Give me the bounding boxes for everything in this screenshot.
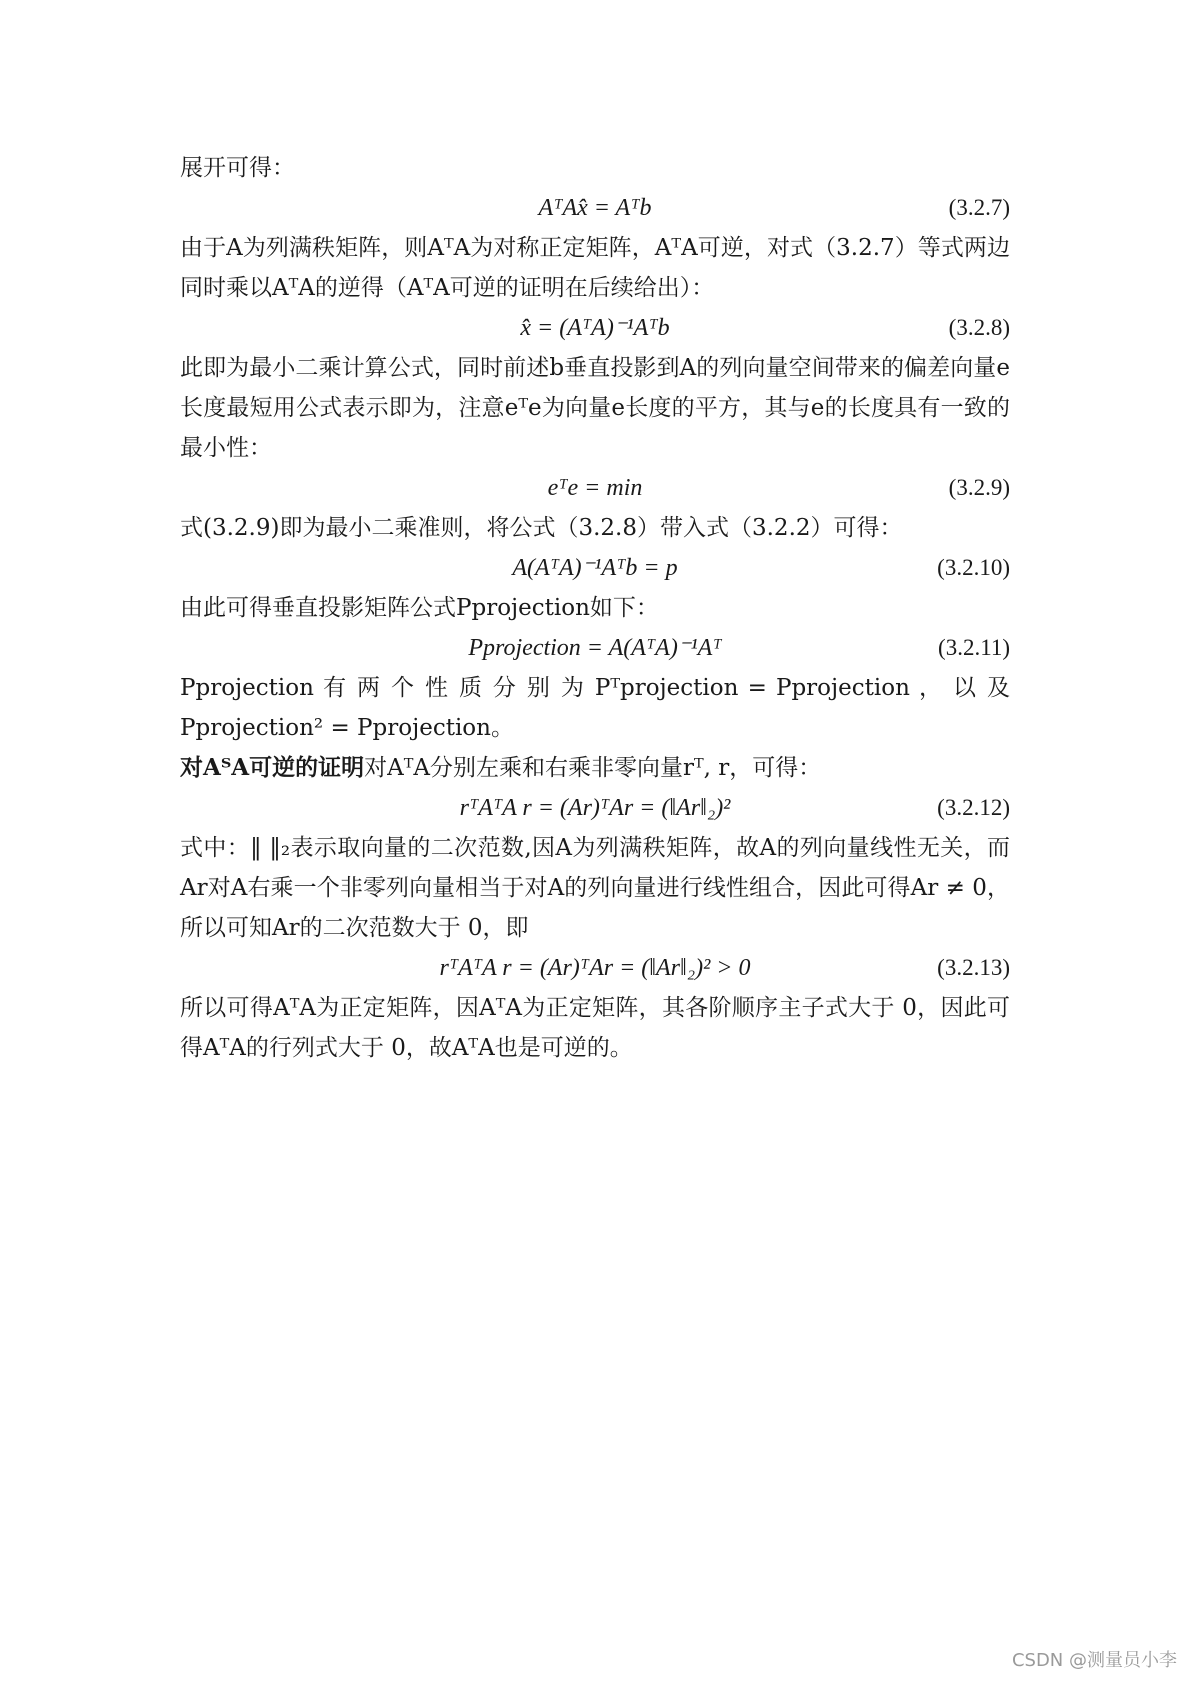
paragraph: 式中：‖ ‖₂表示取向量的二次范数,因A为列满秩矩阵，故A的列向量线性无关，而Ar对A右乘一个非零列向量相当于对A的列向量进行线性组合，因此可得Ar ≠ 0，所以可知Ar的二次范数大于 0，即	[180, 835, 1010, 941]
paragraph: 式(3.2.9)即为最小二乘准则，将公式（3.2.8）带入式（3.2.2）可得：	[180, 515, 903, 541]
equation-3-2-8	[180, 308, 1010, 348]
equation-3-2-13	[180, 948, 1010, 988]
equation-number: (3.2.9)	[948, 475, 1010, 500]
equation-number: (3.2.10)	[937, 555, 1010, 580]
equation-number: (3.2.13)	[937, 955, 1010, 980]
equation-expression: rᵀAᵀA r = (Ar)ᵀAr = (‖Ar‖₂)²	[459, 795, 731, 821]
paragraph: 由于A为列满秩矩阵，则AᵀA为对称正定矩阵，AᵀA可逆，对式（3.2.7）等式两边同时乘以AᵀA的逆得（AᵀA可逆的证明在后续给出）：	[180, 235, 1010, 301]
equation-3-2-11	[180, 628, 1010, 668]
proof-paragraph	[180, 748, 1010, 788]
proof-heading: 对AᵀA可逆的证明	[180, 754, 365, 781]
equation-expression: eᵀe = min	[547, 475, 643, 501]
equation-expression: Pprojection = A(AᵀA)⁻¹Aᵀ	[468, 635, 722, 661]
watermark: CSDN @测量员小李	[1011, 1650, 1177, 1671]
paragraph: 所以可得AᵀA为正定矩阵，因AᵀA为正定矩阵，其各阶顺序主子式大于 0，因此可得AᵀA的行列式大于 0，故AᵀA也是可逆的。	[180, 995, 1010, 1061]
paragraph: 展开可得：	[180, 155, 295, 181]
equation-number: (3.2.7)	[948, 195, 1010, 220]
equation-expression: rᵀAᵀA r = (Ar)ᵀAr = (‖Ar‖₂)² > 0	[439, 955, 751, 981]
paragraph: Pprojection 有 两 个 性 质 分 别 为 Pᵀprojection = Pprojection ， 以 及 Pprojection² = Pprojection。	[180, 675, 1010, 741]
equation-expression: A(AᵀA)⁻¹Aᵀb = p	[512, 555, 678, 581]
equation-3-2-12	[180, 788, 1010, 828]
equation-number: (3.2.11)	[938, 635, 1010, 660]
paragraph: 此即为最小二乘计算公式，同时前述b垂直投影到A的列向量空间带来的偏差向量e长度最短用公式表示即为，注意eᵀe为向量e长度的平方，其与e的长度具有一致的最小性：	[180, 355, 1010, 461]
equation-expression: AᵀAx̂ = Aᵀb	[538, 195, 652, 221]
equation-3-2-9	[180, 468, 1010, 508]
equation-expression: x̂ = (AᵀA)⁻¹Aᵀb	[520, 315, 670, 341]
equation-number: (3.2.12)	[937, 795, 1010, 820]
proof-text: 对AᵀA分别左乘和右乘非零向量rᵀ, r，可得：	[364, 755, 822, 781]
equation-3-2-10	[180, 548, 1010, 588]
paragraph: 由此可得垂直投影矩阵公式Pprojection如下：	[180, 595, 659, 621]
page-content	[180, 148, 1010, 1068]
equation-3-2-7	[180, 188, 1010, 228]
equation-number: (3.2.8)	[948, 315, 1010, 340]
